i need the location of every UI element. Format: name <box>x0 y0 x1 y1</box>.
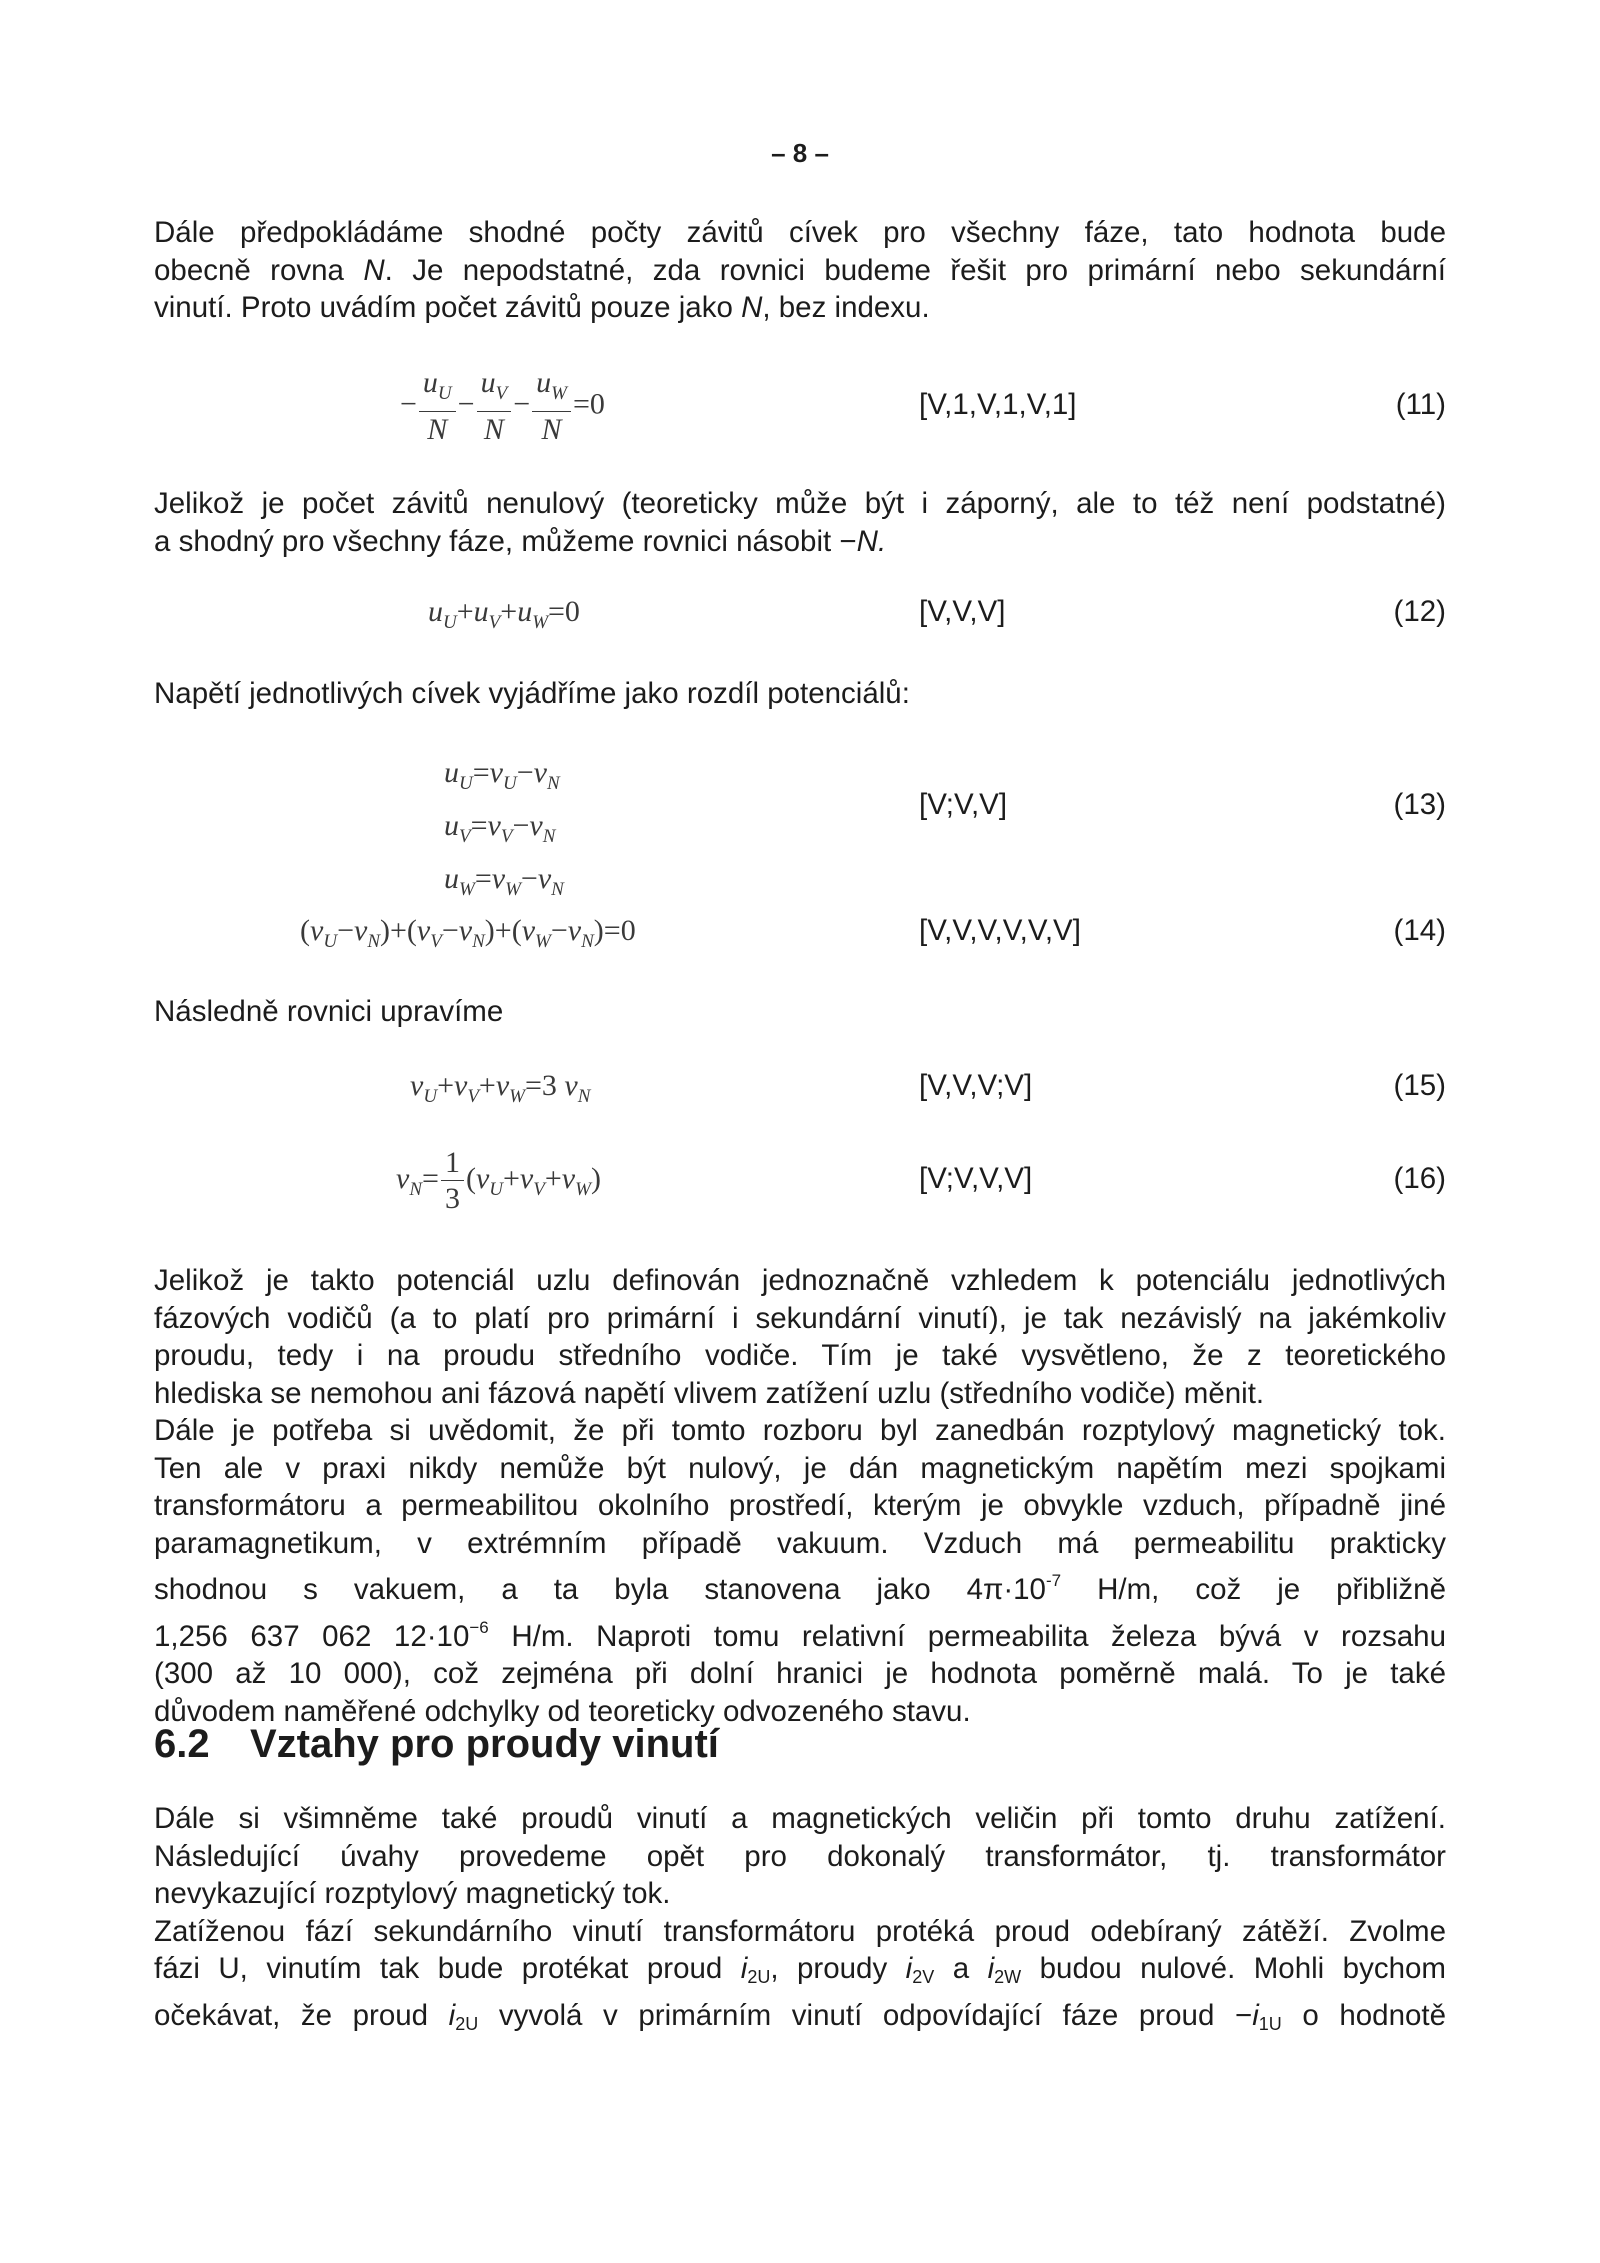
equation-12-number: (12) <box>1393 595 1446 628</box>
equation-14-formula: $(v_U-v_N)+(v_V-v_N)+(v_W-v_N)=0$ <box>300 914 636 952</box>
equation-13-number: (13) <box>1393 788 1446 821</box>
equation-16-formula: $v_N=$ $\frac{1}{3}$ $(v_U+v_V+v_W)$ <box>396 1146 601 1215</box>
equation-16-number: (16) <box>1393 1162 1446 1195</box>
equation-12 <box>154 595 1446 655</box>
equation-11-units: [V,1,V,1,V,1] <box>919 388 1077 421</box>
paragraph-turns: Dále předpokládáme shodné počty závitů cívek pro všechny fáze, tato hodnota bude obecně rovna N. Je nepodstatné, zda rovnici budeme řešit pro primární nebo sekundární vinutí. Proto uvádím počet závitů pouze jako N, bez indexu. <box>154 216 1446 324</box>
paragraph-potentials: Napětí jednotlivých cívek vyjádříme jako rozdíl potenciálů: <box>154 677 910 710</box>
equation-14-number: (14) <box>1393 914 1446 947</box>
paragraph-winding-currents: Dále si všimněme také proudů vinutí a magnetických veličin při tomto druhu zatížení. Následující úvahy provedeme opět pro dokonalý transformátor, tj. transformátor nevykazující rozptylový magnetický tok. Zatíženou fází sekundárního vinutí transformátoru protéká proud odebíraný zátěží. Zvolme fázi U, vinutím tak bude protékat proud i2U, proudy i2V a i2W budou nulové. Mohli bychom očekávat, že proud i2U vyvolá v primárním vinutí odpovídající fáze proud −i1U o hodnotě <box>154 1802 1446 2034</box>
equation-15-number: (15) <box>1393 1069 1446 1102</box>
section-heading <box>154 1722 719 1767</box>
paragraph-node-potential: Jelikož je takto potenciál uzlu definován jednoznačně vzhledem k potenciálu jednotlivých fázových vodičů (a to platí pro primární i sekundární vinutí), je tak nezávislý na jakémkoliv proudu, tedy i na proudu středního vodiče. Tím je také vysvětleno, že z teoretického hlediska se nemohou ani fázová napětí vlivem zatížení uzlu (středního vodiče) měnit. Dále je potřeba si uvědomit, že při tomto rozboru byl zanedbán rozptylový magnetický tok. Ten ale v praxi nikdy nemůže být nulový, je dán magnetickým napětím mezi spojkami transformátoru a permeabilitou okolního prostředí, kterým je obvykle vzduch, případně jiné paramagnetikum, v extrémním případě vakuum. Vzduch má permeabilitu prakticky shodnou s vakuem, a ta byla stanovena jako $4\pi\cdot 10^{-7}$ H/m, což je přibližně 1,256 637 062 $12\cdot 10^{-6}$ H/m. Naproti tomu relativní permeabilita železa bývá v rozsahu (300 až 10 000), což zejména při dolní hranici je hodnota poměrně malá. To je také důvodem naměřené odchylky od teoreticky odvozeného stavu. <box>154 1264 1446 1728</box>
equation-15 <box>154 1069 1446 1129</box>
equation-11 <box>154 368 1446 448</box>
equation-15-units: [V,V,V;V] <box>919 1069 1033 1102</box>
equation-16 <box>154 1148 1446 1228</box>
equation-12-formula: $u_U+u_V+u_W=0$ <box>428 595 580 633</box>
section-number: 6.2 <box>154 1722 210 1766</box>
paragraph-nonzero: Jelikož je počet závitů nenulový (teoreticky může být i záporný, ale to též není podstatné) a shodný pro všechny fáze, můžeme rovnici násobit −N. <box>154 487 1446 558</box>
equation-13-formula: $u_U=v_U-v_N$ $u_V=v_V-v_N$ $u_W=v_W-v_N$ <box>444 756 564 900</box>
equation-11-number: (11) <box>1395 388 1446 421</box>
equation-16-units: [V;V,V,V] <box>919 1162 1033 1195</box>
page-number: – 8 – <box>771 138 829 168</box>
equation-15-formula: $v_U+v_V+v_W=3$ $v_N$ <box>410 1069 591 1107</box>
equation-12-units: [V,V,V] <box>919 595 1006 628</box>
equation-13-units: [V;V,V] <box>919 788 1008 821</box>
equation-14 <box>154 914 1446 974</box>
section-title: Vztahy pro proudy vinutí <box>250 1722 719 1766</box>
equation-11-formula: − $\frac{u_U}{N}$ − $\frac{u_V}{N}$ − $\frac{u_W}{N}$ =0 <box>400 366 605 446</box>
equation-13 <box>154 752 1446 900</box>
paragraph-rearrange: Následně rovnici upravíme <box>154 995 504 1028</box>
equation-14-units: [V,V,V,V,V,V] <box>919 914 1081 947</box>
